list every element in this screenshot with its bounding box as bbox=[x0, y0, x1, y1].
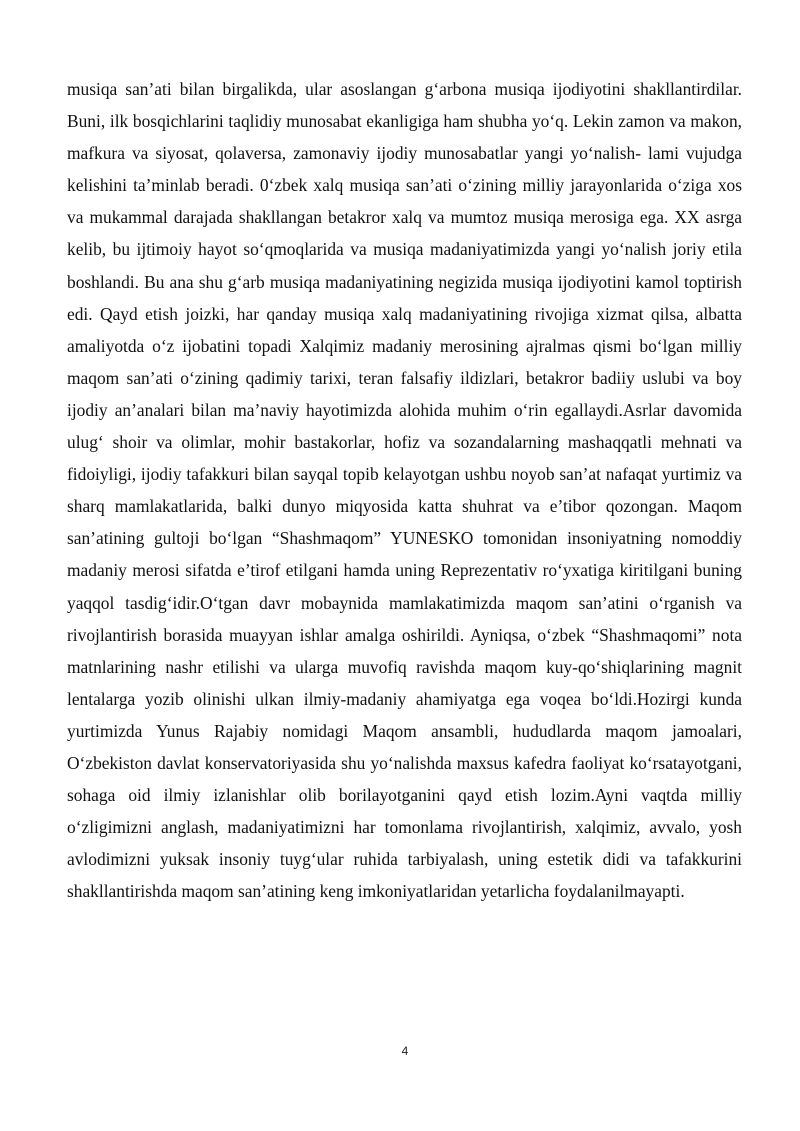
page-number: 4 bbox=[401, 1044, 409, 1058]
body-paragraph: musiqa san’ati bilan birgalikda, ular asoslangan g‘arbona musiqa ijodiyotini shakllantirdilar. Buni, ilk bosqichlarini taqlidiy munosabat ekanligiga ham shubha yo‘q. Lekin zamon va makon, mafkura va siyosat, qolaversa, zamonaviy ijodiy munosabatlar yangi yo‘nalish- lami vujudga kelishini ta’minlab beradi. 0‘zbek xalq musiqa san’ati o‘zining milliy jarayonlarida o‘ziga xos va mukammal darajada shakllangan betakror xalq va mumtoz musiqa merosiga ega. XX asrga kelib, bu ijtimoiy hayot so‘qmoqlarida va musiqa madaniyatimizda yangi yo‘nalish joriy etila boshlandi. Bu ana shu g‘arb musiqa madaniyatining negizida musiqa ijodiyotini kamol toptirish edi. Qayd etish joizki, har qanday musiqa xalq madaniyatining rivojiga xizmat qilsa, albatta amaliyotda o‘z ijobatini topadi Xalqimiz madaniy merosining ajralmas qismi bo‘lgan milliy maqom san’ati o‘zining qadimiy tarixi, teran falsafiy ildizlari, betakror badiiy uslubi va boy ijodiy an’analari bilan ma’naviy hayotimizda alohida muhim o‘rin egallaydi.Asrlar davomida ulug‘ shoir va olimlar, mohir bastakorlar, hofiz va sozandalarning mashaqqatli mehnati va fidoiyligi, ijodiy tafakkuri bilan sayqal topib kelayotgan ushbu noyob san’at nafaqat yurtimiz va sharq mamlakatlarida, balki dunyo miqyosida katta shuhrat va e’tibor qozongan. Maqom san’atining gultoji bo‘lgan “Shashmaqom” YUNESKO tomonidan insoniyatning nomoddiy madaniy merosi sifatda e’tirof etilgani hamda uning Reprezentativ ro‘yxatiga kiritilgani buning yaqqol tasdig‘idir.O‘tgan davr mobaynida mamlakatimizda maqom san’atini o‘rganish va rivojlantirish borasida muayyan ishlar amalga oshirildi. Ayniqsa, o‘zbek “Shashmaqomi” nota matnlarining nashr etilishi va ularga muvofiq ravishda maqom kuy-qo‘shiqlarining magnit lentalarga yozib olinishi ulkan ilmiy-madaniy ahamiyatga ega voqea bo‘ldi.Hozirgi kunda yurtimizda Yunus Rajabiy nomidagi Maqom ansambli, hududlarda maqom jamoalari, O‘zbekiston davlat konservatoriyasida shu yo‘nalishda maxsus kafedra faoliyat ko‘rsatayotgani, sohaga oid ilmiy izlanishlar olib borilayotganini qayd etish lozim.Ayni vaqtda milliy o‘zligimizni anglash, madaniyatimizni har tomonlama rivojlantirish, xalqimiz, avvalo, yosh avlodimizni yuksak insoniy tuyg‘ular ruhida tarbiyalash, uning estetik didi va tafakkurini shakllantirishda maqom san’atining keng imkoniyatlaridan yetarlicha foydalanilmayapti. bbox=[67, 79, 742, 902]
